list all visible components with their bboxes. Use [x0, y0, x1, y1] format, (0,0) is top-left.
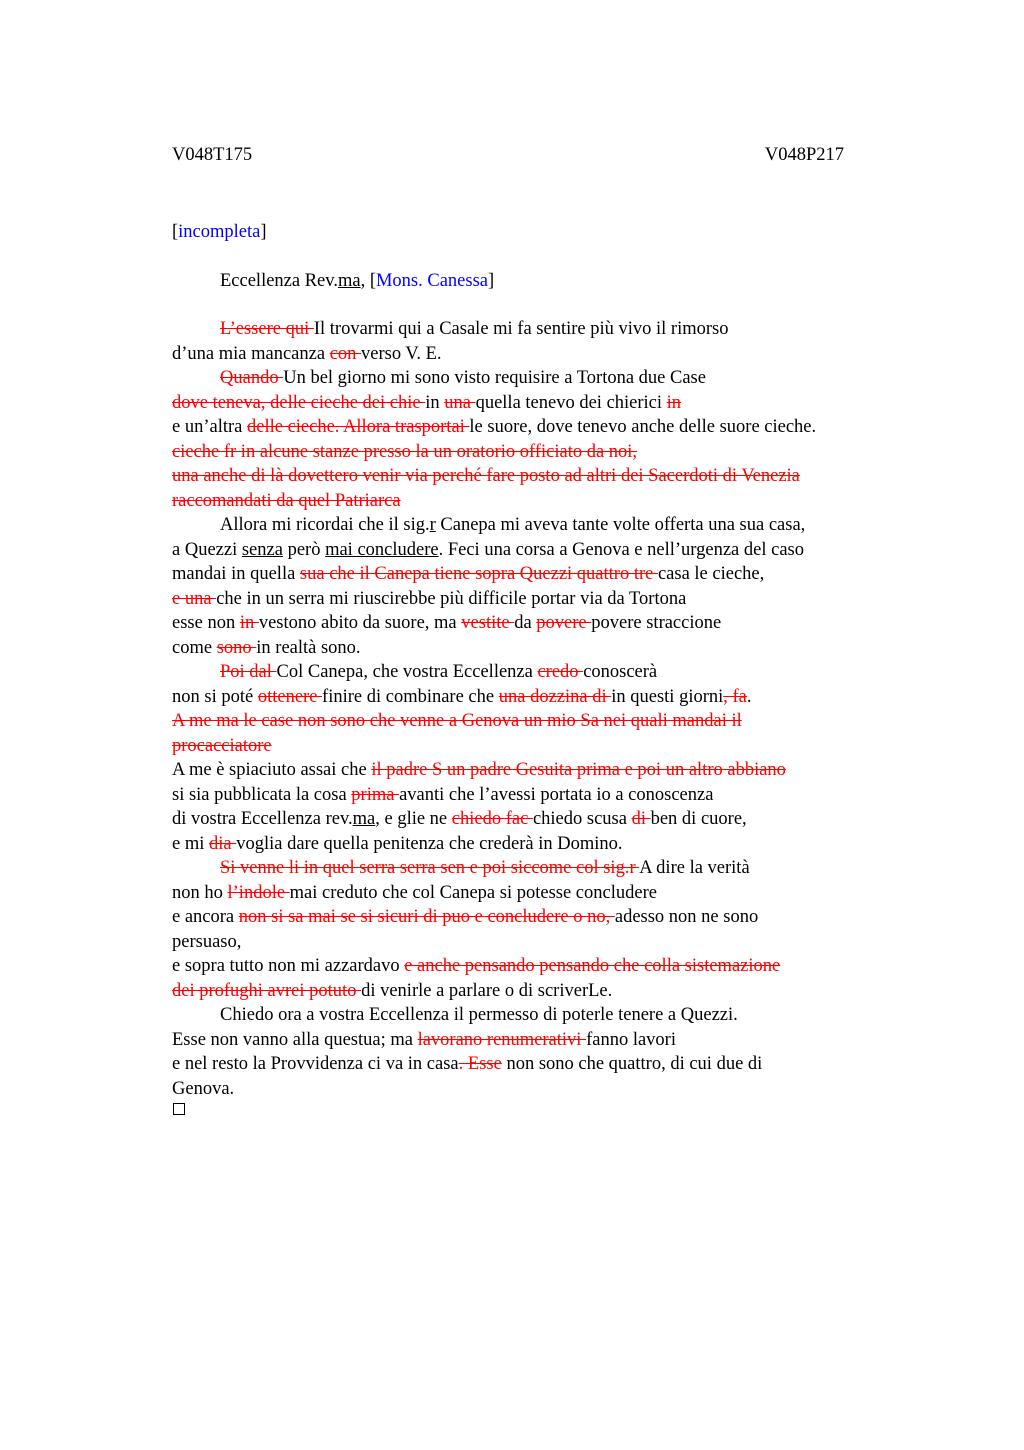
text-segment: conoscerà	[583, 662, 658, 682]
text-line	[172, 930, 241, 954]
text-line	[172, 954, 780, 978]
text-line	[220, 660, 657, 684]
text-segment: povere straccione	[591, 613, 722, 633]
text-segment: A me è spiaciuto assai che	[172, 760, 372, 780]
status-label: incompleta	[178, 222, 261, 242]
text-segment: esse non	[172, 613, 240, 633]
text-line	[172, 905, 758, 929]
addressee: Mons. Canessa	[375, 271, 489, 291]
deleted-text: dei profughi avrei potuto	[172, 981, 362, 1001]
text-line	[220, 513, 805, 537]
text-segment: quella tenevo dei chierici	[475, 393, 667, 413]
text-segment: non si poté	[172, 687, 258, 707]
deleted-text: una dozzina di	[498, 687, 612, 707]
deleted-text: ottenere	[257, 687, 323, 707]
deleted-text: lavorano renumerativi	[417, 1030, 587, 1050]
deleted-text: , fa	[723, 687, 747, 707]
underlined-text: mai concludere	[325, 540, 439, 560]
text-segment: avanti che l’avessi portata io a conoscenza	[399, 785, 714, 805]
text-segment: persuaso,	[172, 932, 242, 952]
text-line	[172, 415, 816, 439]
text-line	[172, 758, 786, 782]
end-marker	[173, 1103, 185, 1115]
deleted-text: Poi dal	[220, 662, 277, 682]
deleted-text: non si sa mai se si sicuri di puo e concludere o no,	[238, 907, 615, 927]
deleted-text: delle cieche. Allora trasportai	[247, 417, 470, 437]
text-segment: le suore, dove tenevo anche delle suore cieche.	[469, 417, 817, 437]
text-segment: non ho	[172, 883, 228, 903]
deleted-text: una anche di là dovettero venir via perché fare posto ad altri dei Sacerdoti di Venezia	[172, 466, 800, 486]
text-segment: verso V. E.	[361, 344, 442, 364]
deleted-text: sua che il Canepa tiene sopra Quezzi quattro tre	[299, 564, 658, 584]
deleted-text: raccomandati da quel Patriarca	[172, 491, 401, 511]
text-segment: e mi	[172, 834, 209, 854]
text-line	[172, 587, 686, 611]
deleted-text: . Esse	[458, 1054, 502, 1074]
deleted-text: povere	[536, 613, 592, 633]
text-line	[172, 342, 442, 366]
deleted-text: una	[444, 393, 476, 413]
text-line	[172, 783, 713, 807]
deleted-text: vestite	[461, 613, 515, 633]
text-segment: da	[514, 613, 537, 633]
text-segment: Allora mi ricordai che il sig.	[220, 515, 430, 535]
deleted-text: L’essere qui	[220, 319, 314, 339]
salutation: Eccellenza Rev.ma, [Mons. Canessa]	[220, 271, 495, 291]
text-segment: Genova.	[172, 1079, 235, 1099]
text-segment: si sia pubblicata la cosa	[172, 785, 352, 805]
text-segment: Il trovarmi qui a Casale mi fa sentire più vivo il rimorso	[313, 319, 729, 339]
text-segment: fanno lavori	[586, 1030, 676, 1050]
text-segment: che in un serra mi riuscirebbe più difficile portar via da Tortona	[216, 589, 687, 609]
deleted-text: Si venne li in quel serra serra sen e poi siccome col sig.r	[220, 858, 640, 878]
text-line	[172, 734, 272, 758]
text-segment: chiedo scusa	[532, 809, 632, 829]
text-line	[172, 440, 637, 464]
text-segment: in	[425, 393, 445, 413]
deleted-text: e anche pensando pensando che colla sistemazione	[404, 956, 781, 976]
text-line	[220, 366, 706, 390]
text-line	[172, 489, 401, 513]
deleted-text: procacciatore	[172, 736, 272, 756]
deleted-text: il padre S un padre Gesuita prima e poi un altro abbiano	[371, 760, 786, 780]
text-segment: però	[282, 540, 326, 560]
text-line	[172, 611, 721, 635]
text-line	[172, 1028, 676, 1052]
status-note: [incompleta]	[172, 222, 267, 242]
text-line	[172, 391, 681, 415]
text-segment: ben di cuore,	[650, 809, 747, 829]
text-segment: mai creduto che col Canepa si potesse concludere	[289, 883, 657, 903]
text-segment: a Quezzi	[172, 540, 242, 560]
text-segment: finire di combinare che	[322, 687, 499, 707]
text-line	[172, 685, 752, 709]
text-segment: Esse non vanno alla questua; ma	[172, 1030, 418, 1050]
text-line	[172, 979, 612, 1003]
deleted-text: cieche fr in alcune stanze presso la un oratorio officiato da noi,	[172, 442, 638, 462]
page-code: V048P217	[764, 145, 844, 165]
text-line	[172, 1077, 234, 1101]
deleted-text: in	[666, 393, 682, 413]
text-segment: di venirle a parlare o di scriverLe.	[361, 981, 613, 1001]
text-segment: , e glie ne	[375, 809, 452, 829]
text-segment: di vostra Eccellenza rev.	[172, 809, 353, 829]
text-line	[172, 538, 804, 562]
text-segment: e un’altra	[172, 417, 247, 437]
deleted-text: e una	[172, 589, 217, 609]
deleted-text: con	[329, 344, 362, 364]
text-segment: Col Canepa, che vostra Eccellenza	[276, 662, 538, 682]
text-segment: adesso non ne sono	[614, 907, 759, 927]
text-segment: Un bel giorno mi sono visto requisire a Tortona due Case	[283, 368, 706, 388]
text-segment: e sopra tutto non mi azzardavo	[172, 956, 405, 976]
text-line	[220, 317, 728, 341]
deleted-text: dia	[209, 834, 237, 854]
text-line	[220, 1003, 738, 1027]
underlined-text: senza	[241, 540, 283, 560]
text-line	[172, 807, 747, 831]
deleted-text: l’indole	[227, 883, 290, 903]
text-segment: d’una mia mancanza	[172, 344, 330, 364]
deleted-text: in	[239, 613, 259, 633]
underlined-text: r	[429, 515, 436, 535]
text-segment: .	[746, 687, 752, 707]
text-segment: in questi giorni	[611, 687, 724, 707]
text-segment: e nel resto la Provvidenza ci va in casa	[172, 1054, 459, 1074]
deleted-text: chiedo fac	[451, 809, 533, 829]
text-segment: voglia dare quella penitenza che crederà in Domino.	[236, 834, 623, 854]
deleted-text: Quando	[220, 368, 284, 388]
document-code: V048T175	[172, 145, 253, 165]
text-segment: Chiedo ora a vostra Eccellenza il permesso di poterle tenere a Quezzi.	[220, 1005, 738, 1025]
text-line	[220, 856, 750, 880]
deleted-text: sono	[216, 638, 257, 658]
text-line	[172, 1052, 762, 1076]
text-segment: . Feci una corsa a Genova e nell’urgenza del caso	[438, 540, 804, 560]
text-segment: e ancora	[172, 907, 239, 927]
deleted-text: dove teneva, delle cieche dei chie	[172, 393, 426, 413]
text-segment: in realtà sono.	[256, 638, 361, 658]
page-header	[172, 145, 844, 171]
underlined-text: ma	[352, 809, 376, 829]
deleted-text: di	[631, 809, 651, 829]
text-segment: come	[172, 638, 217, 658]
text-segment: A dire la verità	[639, 858, 750, 878]
deleted-text: prima	[351, 785, 400, 805]
text-line	[172, 464, 800, 488]
text-segment: mandai in quella	[172, 564, 300, 584]
text-line	[172, 881, 657, 905]
text-segment: casa le cieche,	[657, 564, 765, 584]
text-segment: vestono abito da suore, ma	[258, 613, 462, 633]
text-line	[172, 562, 764, 586]
text-segment: Canepa mi aveva tante volte offerta una sua casa,	[435, 515, 806, 535]
deleted-text: A me ma le case non sono che venne a Genova un mio Sa nei quali mandai il	[172, 711, 742, 731]
text-line	[172, 832, 623, 856]
text-line	[172, 709, 742, 733]
text-segment: non sono che quattro, di cui due di	[501, 1054, 763, 1074]
text-line	[172, 636, 361, 660]
deleted-text: credo	[537, 662, 584, 682]
